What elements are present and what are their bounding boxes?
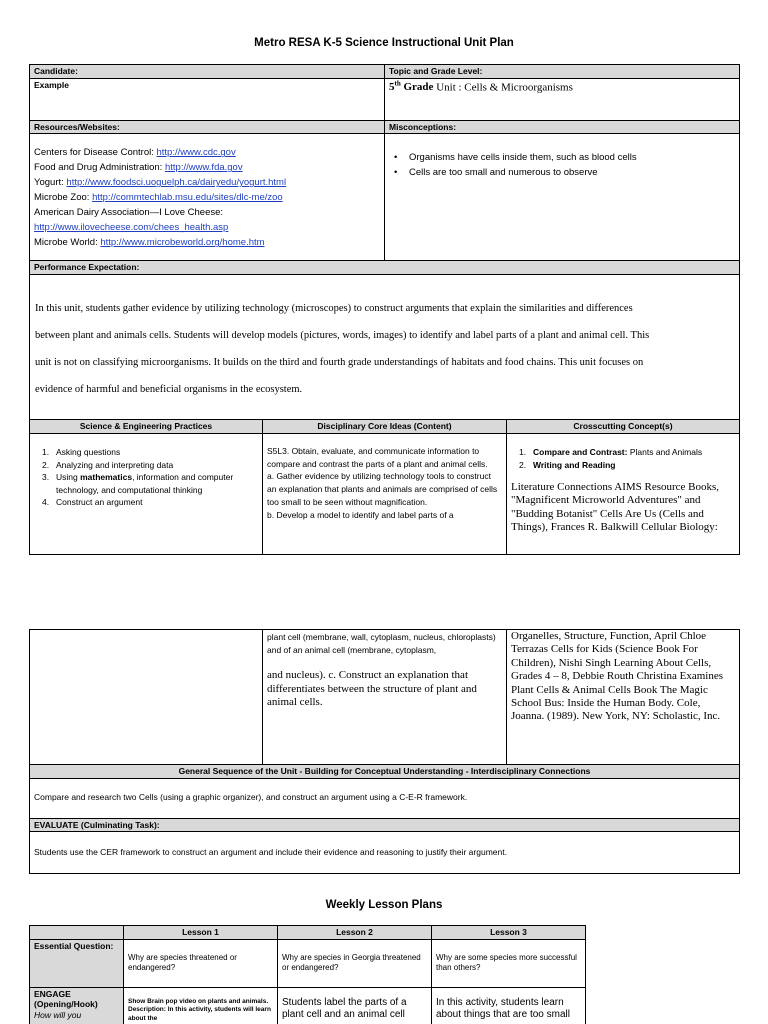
candidate-value: Example [30,78,385,120]
core-ideas-continued: plant cell (membrane, wall, cytoplasm, nucleus, chloroplasts) and of an animal cell (membrane, cytoplasm, and nucleus). c. Construct an explanation that differentiates between the structure of plant and animal cells. [263,630,507,765]
resource-link[interactable]: http://www.foodsci.uoguelph.ca/dairyedu/yogurt.html [66,177,287,189]
weekly-header-blank [30,926,124,940]
practice-item: 3. Using mathematics, information and computer technology, and computational thinking [42,472,234,495]
evaluate-label: EVALUATE (Culminating Task): [30,818,740,832]
practice-item: 4. Construct an argument [42,497,143,507]
resource-item: American Dairy Association—I Love Cheese: [34,207,224,219]
practices-continued [30,630,263,765]
performance-label: Performance Expectation: [30,261,740,275]
weekly-title: Weekly Lesson Plans [325,899,443,911]
lesson-cell: Why are some species more successful than others? [432,939,586,987]
unit-plan-table [29,64,740,425]
lesson-cell: In this activity, students learn about things that are too small [432,987,586,1024]
resource-item: Yogurt: http://www.foodsci.uoguelph.ca/dairyedu/yogurt.html [34,177,287,189]
misconception-item: • Cells are too small and numerous to observe [389,165,735,180]
lesson-cell: Show Brain pop video on plants and animals. Description: In this activity, students will learn about the [124,987,278,1024]
resources-label: Resources/Websites: [30,120,385,134]
sequence-text: Compare and research two Cells (using a graphic organizer), and construct an argument using a C-E-R framework. [30,778,740,818]
literature-continued: Organelles, Structure, Function, April Chloe Terrazas Cells for Kids (Science Book For Children), Nishi Singh Learning About Cells, Grades 4 – 8, Debbie Routh Christina Examines Plant Cells & Animal Cells Book The Magic School Bus: Inside the Human Body. Cole, Joanna. (1989). New York, NY: Scholastic, Inc. [507,630,740,765]
resource-item: Microbe World: http://www.microbeworld.org/home.htm [34,237,265,249]
misconception-item: • Organisms have cells inside them, such as blood cells [389,150,735,165]
essential-question-label: Essential Question: [30,939,124,987]
core-ideas-header: Disciplinary Core Ideas (Content) [263,420,507,434]
resource-link[interactable]: http://www.cdc.gov [156,147,236,159]
resource-item: Centers for Disease Control: http://www.cdc.gov [34,147,236,159]
misconceptions-list [385,134,740,261]
resource-item: Microbe Zoo: http://commtechlab.msu.edu/sites/dlc-me/zoo [34,192,283,204]
resource-link[interactable]: http://www.fda.gov [164,162,243,174]
resource-link[interactable]: http://www.ilovecheese.com/chees_health.asp [34,222,229,234]
evaluate-text: Students use the CER framework to construct an argument and include their evidence and reasoning to justify their argument. [30,832,740,874]
resources-list [30,134,385,261]
practices-list [30,434,263,555]
crosscutting-header: Crosscutting Concept(s) [507,420,740,434]
engage-label: ENGAGE (Opening/Hook) How will you [30,987,124,1024]
topic-label: Topic and Grade Level: [385,65,740,79]
lesson-1-header: Lesson 1 [124,926,278,940]
resource-item: Food and Drug Administration: http://www.fda.gov [34,162,243,174]
resource-link[interactable]: http://commtechlab.msu.edu/sites/dlc-me/zoo [92,192,283,204]
practices-table [29,419,740,555]
page-title: Metro RESA K-5 Science Instructional Unit Plan [254,37,514,49]
practice-item: 2. Analyzing and interpreting data [42,459,174,470]
lesson-cell: Students label the parts of a plant cell and an animal cell [278,987,432,1024]
practices-header: Science & Engineering Practices [30,420,263,434]
lesson-3-header: Lesson 3 [432,926,586,940]
literature-connections: Literature Connections AIMS Resource Books, "Magnificent Microworld Adventures" and "Budding Botanist" Cells Are Us (Cells and Things), Frances R. Balkwill Cellular Biology: [511,481,720,534]
core-ideas-text: S5L3. Obtain, evaluate, and communicate information to compare and contrast the parts of a plant and animal cells. a. Gather evidence by utilizing technology tools to construct an explanation that plants and animals are comprised of cells too small to be seen without magnification. b. Develop a model to identify and label parts of a [263,434,507,555]
misconceptions-label: Misconceptions: [385,120,740,134]
candidate-label: Candidate: [30,65,385,79]
crosscutting-item: 2. Writing and Reading [519,459,616,470]
performance-text: In this unit, students gather evidence by utilizing technology (microscopes) to construct arguments that explain the similarities and differences between plant and animals cells. Students will develop models (pictures, words, images) to identify and label parts of a plant and animal cell. This unit is not on classifying microorganisms. It builds on the third and fourth grade understandings of habitats and food chains. This unit focuses on evidence of harmful and beneficial organisms in the ecosystem. [30,274,740,424]
lesson-cell: Why are species in Georgia threatened or endangered? [278,939,432,987]
continuation-table [29,629,740,874]
resource-link[interactable]: http://www.microbeworld.org/home.htm [100,237,265,249]
lesson-cell: Why are species threatened or endangered? [124,939,278,987]
sequence-label: General Sequence of the Unit - Building for Conceptual Understanding - Interdisciplinary Connections [30,765,740,779]
crosscutting-item: 1. Compare and Contrast: Plants and Animals [519,447,703,457]
lesson-2-header: Lesson 2 [278,926,432,940]
weekly-table [29,925,586,1024]
resource-item [34,220,380,235]
practice-item: 1. Asking questions [42,447,121,457]
crosscutting-list [507,434,740,555]
topic-value: 5th Grade Unit : Cells & Microorganisms [385,78,740,120]
